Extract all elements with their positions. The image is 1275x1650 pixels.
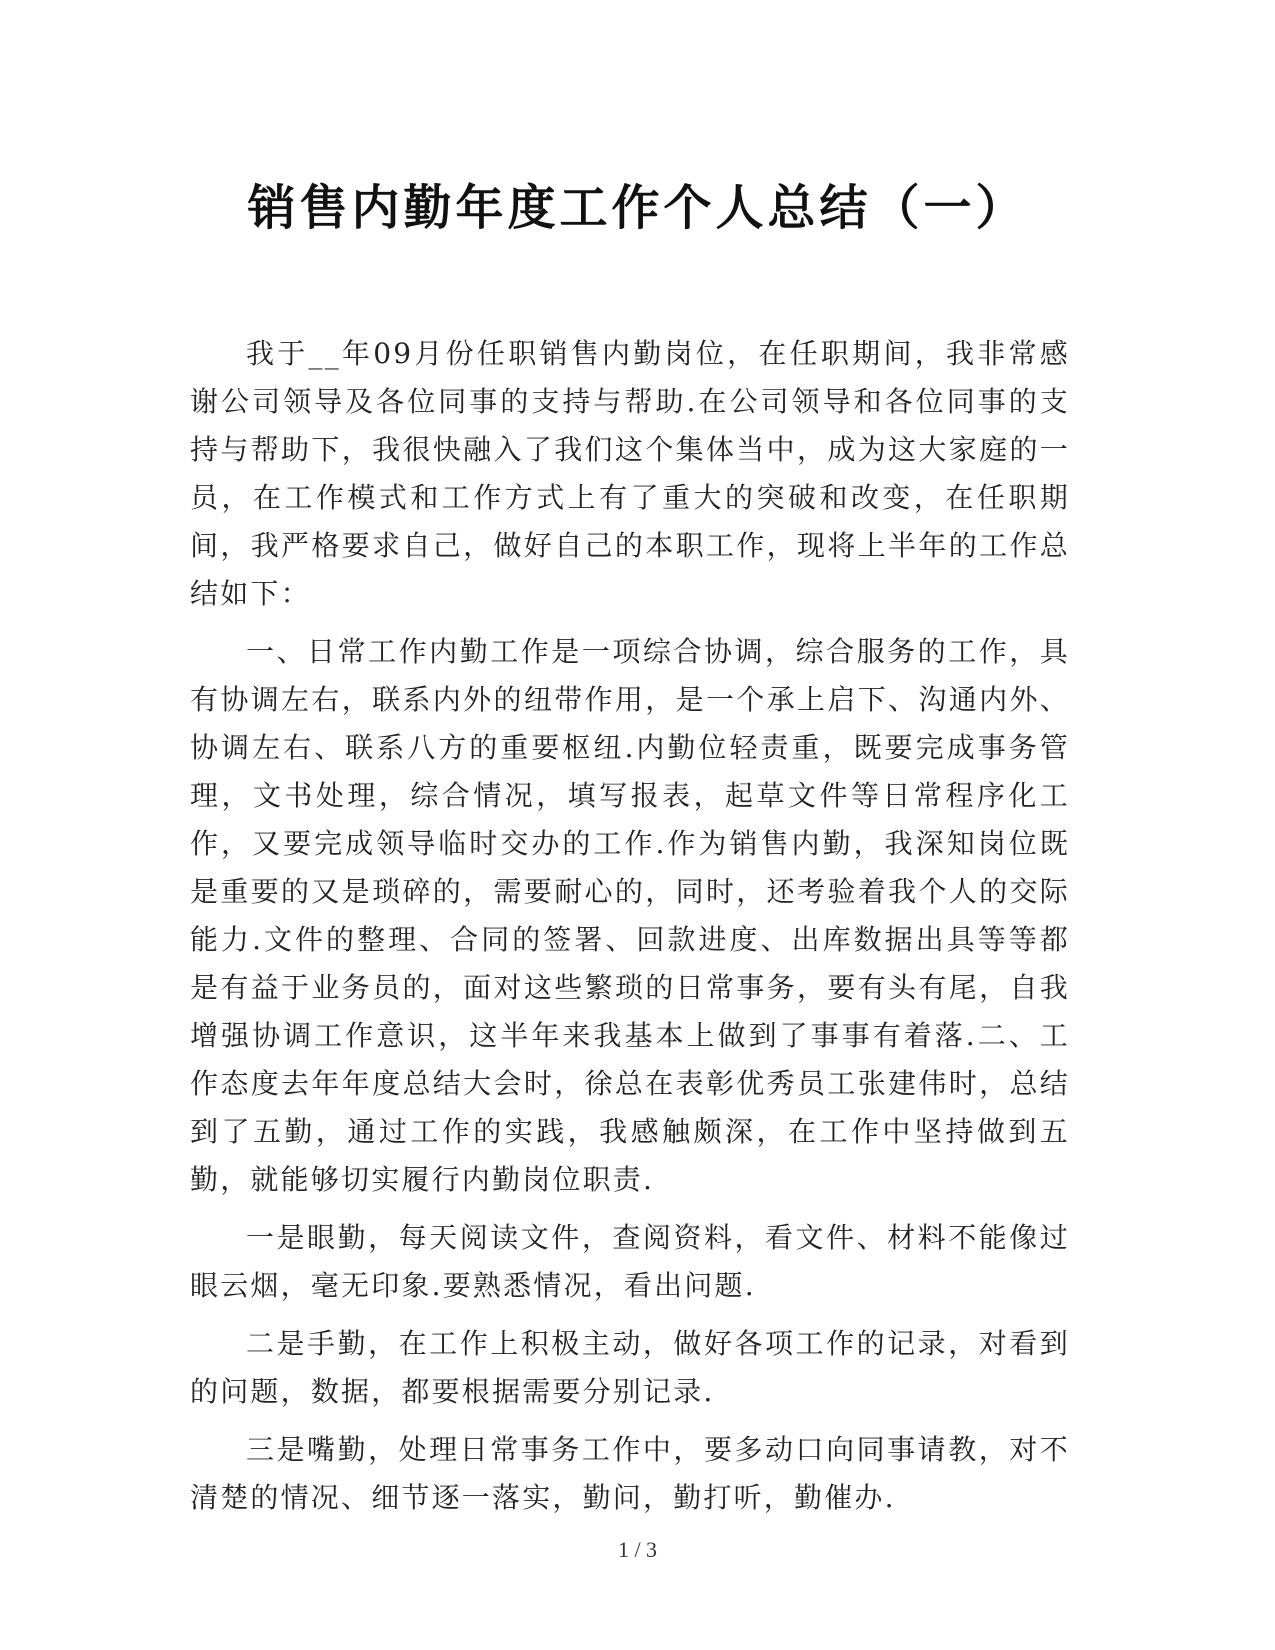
paragraph-mouth-diligence: 三是嘴勤，处理日常事务工作中，要多动口向同事请教，对不清楚的情况、细节逐一落实，勤问，勤打听，勤催办. xyxy=(190,1433,1070,1514)
document-body xyxy=(190,330,1070,1532)
paragraph-eye-diligence: 一是眼勤，每天阅读文件，查阅资料，看文件、材料不能像过眼云烟，毫无印象.要熟悉情况，看出问题. xyxy=(190,1221,1070,1302)
paragraph-daily-work: 一、日常工作内勤工作是一项综合协调，综合服务的工作，具有协调左右，联系内外的纽带作用，是一个承上启下、沟通内外、协调左右、联系八方的重要枢纽.内勤位轻责重，既要完成事务管理，文书处理，综合情况，填写报表，起草文件等日常程序化工作，又要完成领导临时交办的工作.作为销售内勤，我深知岗位既是重要的又是琐碎的，需要耐心的，同时，还考验着我个人的交际能力.文件的整理、合同的签署、回款进度、出库数据出具等等都是有益于业务员的，面对这些繁琐的日常事务，要有头有尾，自我增强协调工作意识，这半年来我基本上做到了事事有着落.二、工作态度去年年度总结大会时，徐总在表彰优秀员工张建伟时，总结到了五勤，通过工作的实践，我感触颇深，在工作中坚持做到五勤，就能够切实履行内勤岗位职责. xyxy=(190,635,1070,1196)
paragraph-hand-diligence: 二是手勤，在工作上积极主动，做好各项工作的记录，对看到的问题，数据，都要根据需要分别记录. xyxy=(190,1327,1070,1408)
document-title: 销售内勤年度工作个人总结（一） xyxy=(247,180,1028,237)
paragraph-intro: 我于__年09月份任职销售内勤岗位，在任职期间，我非常感谢公司领导及各位同事的支持与帮助.在公司领导和各位同事的支持与帮助下，我很快融入了我们这个集体当中，成为这大家庭的一员，在工作模式和工作方式上有了重大的突破和改变，在任职期间，我严格要求自己，做好自己的本职工作，现将上半年的工作总结如下： xyxy=(190,337,1070,610)
page-number: 1 / 3 xyxy=(617,1537,658,1562)
